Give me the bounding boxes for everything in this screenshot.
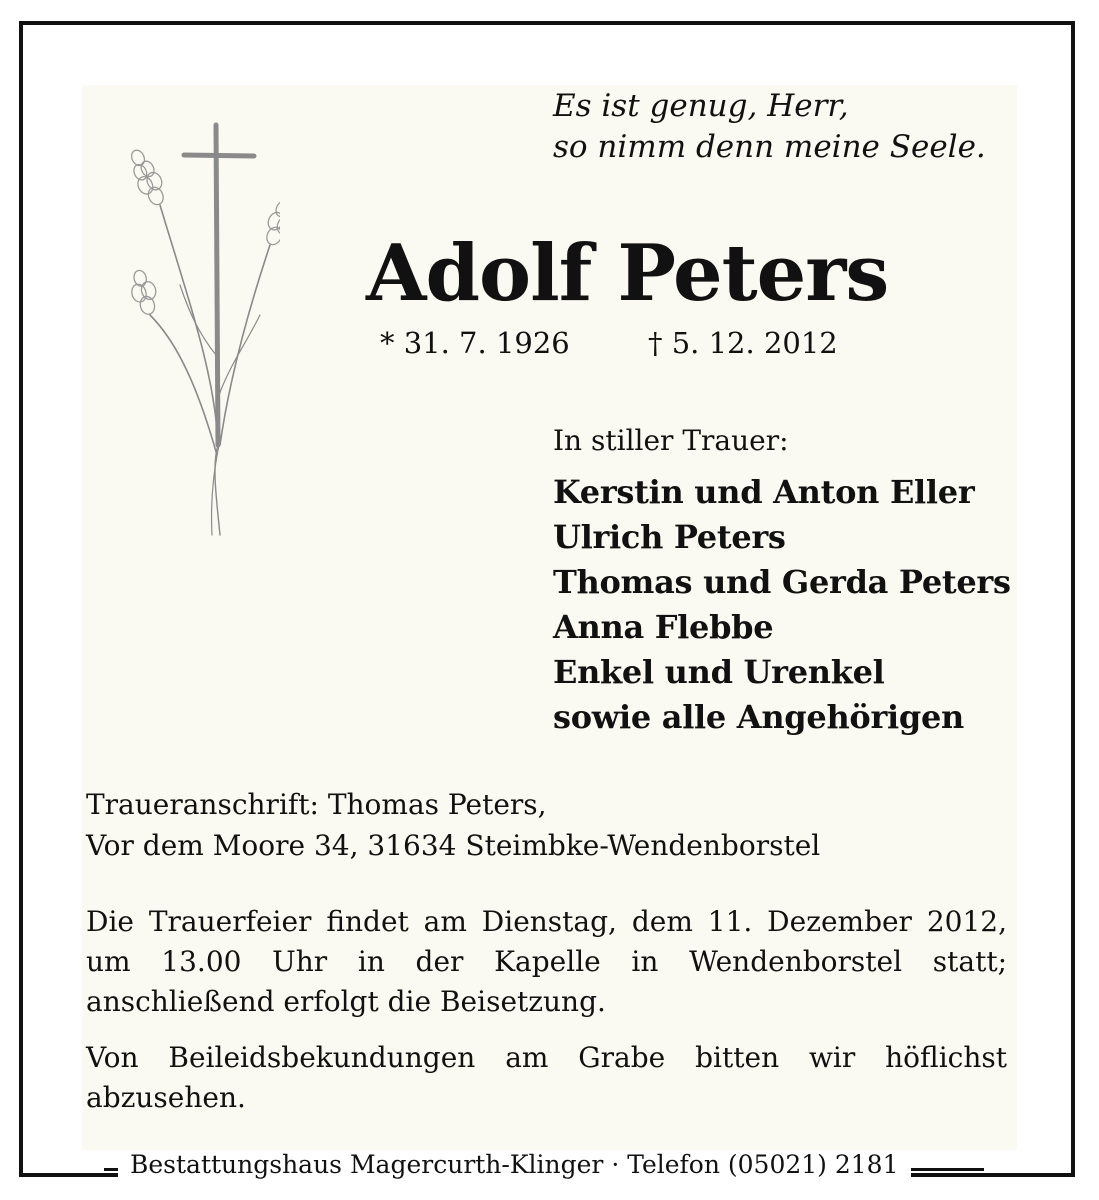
mourner-name: Anna Flebbe: [553, 608, 774, 646]
mourner-name: Enkel und Urenkel: [553, 653, 885, 691]
mourning-label: In stiller Trauer:: [553, 424, 789, 457]
cross-horizontal: [184, 155, 254, 156]
mourning-address: [86, 784, 820, 866]
mourner-name: sowie alle Angehörigen: [553, 698, 964, 736]
address-line-2: Vor dem Moore 34, 31634 Steimbke-Wendenborstel: [86, 829, 821, 862]
ceremony-text: Die Trauerfeier findet am Dienstag, dem 11. Dezember 2012, um 13.00 Uhr in der Kapelle in Wendenborstel statt; anschließend erfolgt die Beisetzung.: [86, 905, 1007, 1018]
wheat-ear-lower: [127, 267, 162, 317]
address-line-1: Traueranschrift: Thomas Peters,: [86, 788, 547, 821]
verse-line-2: so nimm denn meine Seele.: [553, 129, 986, 165]
wheat-ear-left: [124, 146, 171, 210]
mourners-list: [553, 470, 1011, 740]
verse-line-1: Es ist genug, Herr,: [553, 88, 849, 124]
death-date: † 5. 12. 2012: [648, 326, 838, 360]
funeral-home-info: Bestattungshaus Magercurth-Klinger · Telefon (05021) 2181: [118, 1150, 911, 1179]
birth-date: * 31. 7. 1926: [380, 326, 570, 360]
mourner-name: Ulrich Peters: [553, 518, 786, 556]
condolence-note: Von Beileidsbekundungen am Grabe bitten wir höflichst abzusehen.: [86, 1041, 1007, 1114]
mourner-name: Thomas und Gerda Peters: [553, 563, 1011, 601]
verse: [553, 86, 986, 168]
wheat-ear-right: [260, 186, 280, 250]
mourner-name: Kerstin und Anton Eller: [553, 473, 975, 511]
cross-wheat-emblem: [120, 115, 280, 575]
deceased-name: Adolf Peters: [366, 228, 889, 319]
cross-vertical: [216, 125, 218, 445]
footer: [104, 1150, 984, 1190]
